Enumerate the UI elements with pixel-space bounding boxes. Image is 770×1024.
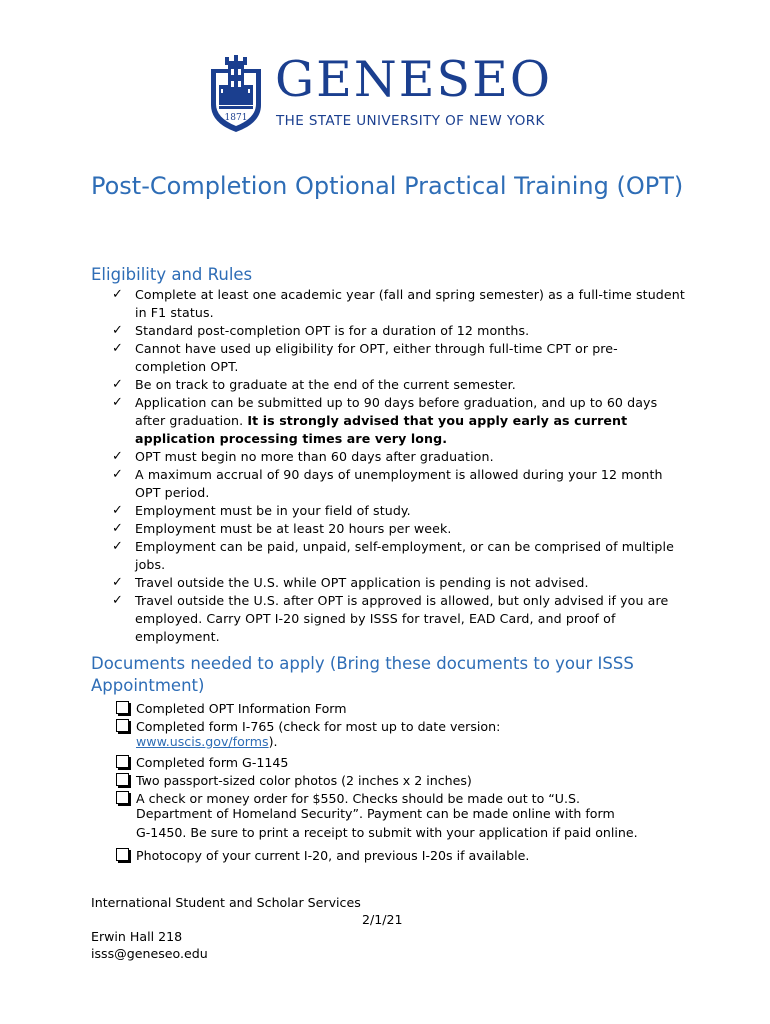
list-item: ✓ Be on track to graduate at the end of the current semester. bbox=[112, 377, 516, 392]
svg-text:1871: 1871 bbox=[224, 113, 248, 123]
list-item: ✓ Complete at least one academic year (fall and spring semester) as a full-time student in F1 status. bbox=[112, 287, 685, 320]
checkbox-icon[interactable] bbox=[116, 848, 129, 861]
list-item: Completed OPT Information Form bbox=[116, 701, 686, 716]
checkmark-icon: ✓ bbox=[112, 521, 123, 536]
page-title: Post-Completion Optional Practical Training (OPT) bbox=[91, 172, 684, 200]
checkmark-icon: ✓ bbox=[112, 467, 123, 482]
list-item: Two passport-sized color photos (2 inches x 2 inches) bbox=[116, 773, 686, 788]
list-item: ✓ Travel outside the U.S. after OPT is approved is allowed, but only advised if you are employed. Carry OPT I-20 signed by ISSS for travel, EAD Card, and proof of employment. bbox=[112, 593, 669, 644]
checkmark-icon: ✓ bbox=[112, 593, 123, 608]
checkmark-icon: ✓ bbox=[112, 377, 123, 392]
geneseo-logo bbox=[207, 51, 567, 135]
list-item: ✓ Travel outside the U.S. while OPT application is pending is not advised. bbox=[112, 575, 589, 590]
documents-heading: Documents needed to apply (Bring these documents to your ISSS Appointment) bbox=[91, 654, 634, 695]
list-item: ✓ A maximum accrual of 90 days of unemployment is allowed during your 12 month OPT period. bbox=[112, 467, 663, 500]
list-item: ✓ Cannot have used up eligibility for OPT, either through full-time CPT or pre-completion OPT. bbox=[112, 341, 618, 374]
uscis-forms-link[interactable]: www.uscis.gov/forms bbox=[136, 734, 269, 749]
logo-tagline: THE STATE UNIVERSITY OF NEW YORK bbox=[276, 113, 545, 129]
geneseo-wordmark: GENESEO bbox=[275, 51, 553, 108]
checkbox-icon[interactable] bbox=[116, 719, 129, 732]
checkmark-icon: ✓ bbox=[112, 539, 123, 554]
checkmark-icon: ✓ bbox=[112, 395, 123, 410]
seal-year-label bbox=[207, 55, 265, 133]
checkmark-icon: ✓ bbox=[112, 449, 123, 464]
checkmark-icon: ✓ bbox=[112, 287, 123, 302]
list-item: Completed form I-765 (check for most up to date version: www.uscis.gov/forms). bbox=[116, 719, 686, 749]
list-item: ✓ Employment can be paid, unpaid, self-employment, or can be comprised of multiple jobs. bbox=[112, 539, 674, 572]
eligibility-heading: Eligibility and Rules bbox=[91, 265, 253, 284]
checkbox-icon[interactable] bbox=[116, 773, 129, 786]
checkbox-icon[interactable] bbox=[116, 701, 129, 714]
list-item: ✓ Employment must be in your field of study. bbox=[112, 503, 411, 518]
list-item: Completed form G-1145 bbox=[116, 755, 686, 770]
contact-email[interactable]: isss@geneseo.edu bbox=[91, 946, 208, 961]
list-item: A check or money order for $550. Checks should be made out to “U.S. Department of Homeland Security”. Payment can be made online with form G-1450. Be sure to print a receipt to submit with your application if paid online. bbox=[116, 791, 686, 842]
list-item: ✓ Application can be submitted up to 90 days before graduation, and up to 60 days after graduation. It is strongly advised that you apply early as current application processing times are very long. bbox=[112, 395, 658, 446]
eligibility-list bbox=[108, 286, 688, 646]
checkmark-icon: ✓ bbox=[112, 503, 123, 518]
list-item: ✓ OPT must begin no more than 60 days after graduation. bbox=[112, 449, 494, 464]
list-item: ✓ Employment must be at least 20 hours per week. bbox=[112, 521, 452, 536]
list-item: ✓ Standard post-completion OPT is for a duration of 12 months. bbox=[112, 323, 530, 338]
checkmark-icon: ✓ bbox=[112, 323, 123, 338]
list-item: Photocopy of your current I-20, and previous I-20s if available. bbox=[116, 848, 686, 863]
checkbox-icon[interactable] bbox=[116, 755, 129, 768]
office-address: Erwin Hall 218 bbox=[91, 929, 183, 944]
checkbox-icon[interactable] bbox=[116, 791, 129, 804]
office-name: International Student and Scholar Services bbox=[91, 895, 361, 910]
apply-early-warning: It is strongly advised that you apply early as current application processing times are very long. bbox=[135, 413, 628, 446]
document-date: 2/1/21 bbox=[362, 912, 403, 927]
documents-list bbox=[116, 701, 686, 863]
checkmark-icon: ✓ bbox=[112, 341, 123, 356]
checkmark-icon: ✓ bbox=[112, 575, 123, 590]
